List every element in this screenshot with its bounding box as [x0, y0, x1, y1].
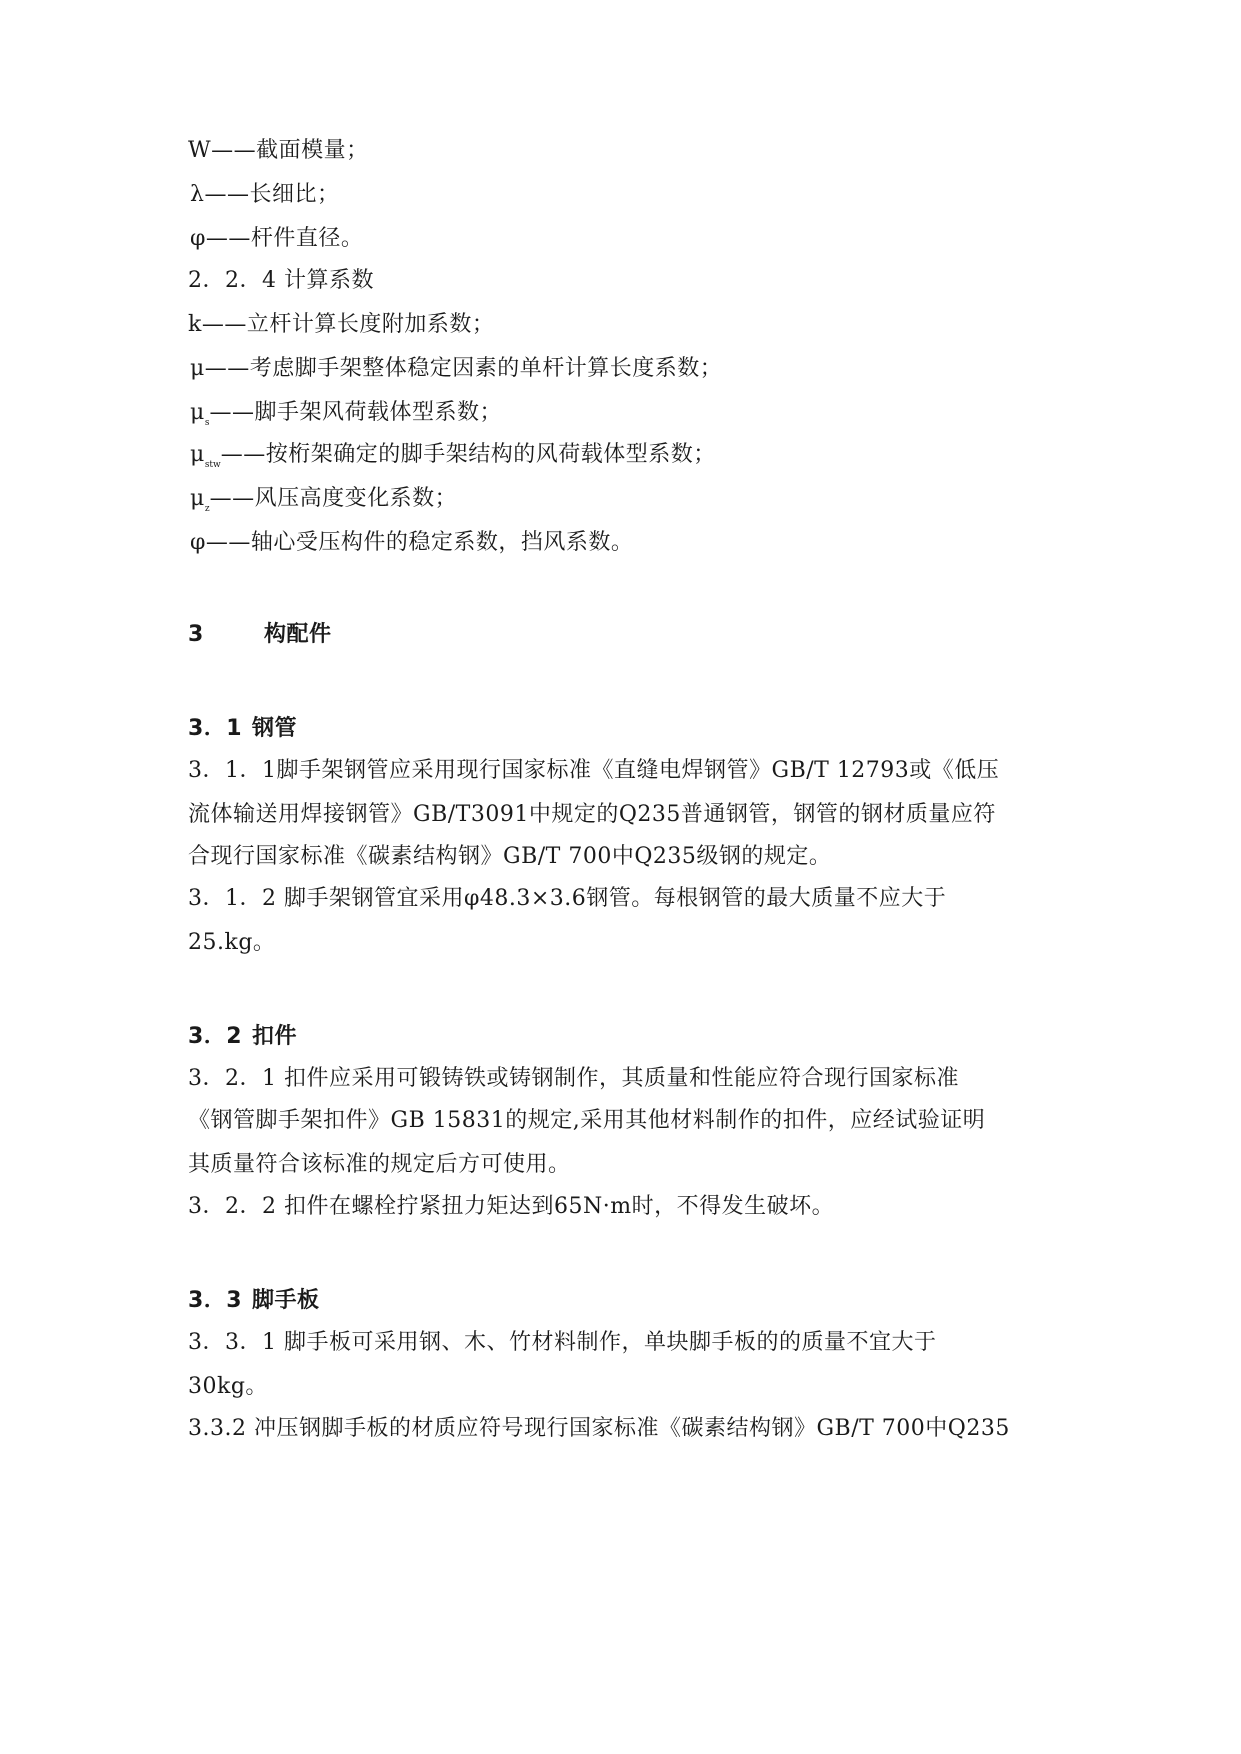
section-3-2-number: 3．2: [188, 1024, 243, 1049]
symbol-phi-definition: φ——轴心受压构件的稳定系数，挡风系数。: [190, 530, 634, 555]
section-3-1-title: 钢管: [252, 716, 298, 741]
mu-s-symbol: μ: [190, 400, 205, 425]
paragraph-line: 流体输送用焊接钢管》GB/T3091中规定的Q235普通钢管，钢管的钢材质量应符: [188, 802, 996, 827]
section-3-3-number: 3．3: [188, 1288, 243, 1313]
section-3-1-heading: [188, 714, 297, 744]
paragraph-line: 3．3．1 脚手板可采用钢、木、竹材料制作，单块脚手板的的质量不宜大于: [188, 1330, 937, 1355]
symbol-mu-definition: μ——考虑脚手架整体稳定因素的单杆计算长度系数；: [190, 356, 723, 381]
symbol-phi-diameter-definition: φ——杆件直径。: [190, 226, 364, 251]
paragraph-line: 其质量符合该标准的规定后方可使用。: [188, 1152, 571, 1177]
mu-s-subscript: s: [204, 418, 210, 428]
symbol-mu-s-definition: [190, 398, 502, 438]
section-2-2-4-title: 2．2．4 计算系数: [188, 268, 374, 293]
chapter-3-heading: [188, 620, 332, 650]
paragraph-line: 3．1．2 脚手架钢管宜采用φ48.3×3.6钢管。每根钢管的最大质量不应大于: [188, 886, 947, 911]
paragraph-line: 30kg。: [188, 1374, 268, 1399]
paragraph-line: 3．2．2 扣件在螺栓拧紧扭力矩达到65N·m时，不得发生破坏。: [188, 1194, 835, 1219]
paragraph-line: 3.3.2 冲压钢脚手板的材质应符号现行国家标准《碳素结构钢》GB/T 700中Q235: [188, 1416, 1010, 1441]
symbol-mu-z-definition: [190, 484, 457, 524]
paragraph-line: 3．2．1 扣件应采用可锻铸铁或铸钢制作，其质量和性能应符合现行国家标准: [188, 1066, 959, 1091]
paragraph-line: 《钢管脚手架扣件》GB 15831的规定,采用其他材料制作的扣件，应经试验证明: [188, 1108, 986, 1133]
paragraph-line: 合现行国家标准《碳素结构钢》GB/T 700中Q235级钢的规定。: [188, 844, 832, 869]
mu-stw-symbol: μ: [190, 442, 205, 467]
section-3-2-title: 扣件: [252, 1024, 298, 1049]
chapter-3-number: 3: [188, 622, 204, 647]
section-3-2-heading: [188, 1022, 297, 1052]
chapter-3-title: 构配件: [264, 622, 332, 647]
symbol-w-definition: W——截面模量；: [188, 138, 369, 163]
section-3-3-heading: [188, 1286, 320, 1316]
symbol-lambda-definition: λ——长细比；: [190, 182, 340, 207]
section-3-3-title: 脚手板: [252, 1288, 320, 1313]
mu-z-symbol: μ: [190, 486, 205, 511]
mu-z-subscript: z: [204, 504, 210, 514]
symbol-mu-stw-definition: [190, 440, 716, 480]
mu-z-text: ——风压高度变化系数；: [209, 486, 458, 511]
mu-stw-subscript: stw: [204, 460, 221, 470]
section-3-1-number: 3．1: [188, 716, 243, 741]
mu-stw-text: ——按桁架确定的脚手架结构的风荷载体型系数；: [220, 442, 716, 467]
paragraph-line: 3．1．1脚手架钢管应采用现行国家标准《直缝电焊钢管》GB/T 12793或《低压: [188, 758, 1000, 783]
symbol-k-definition: k——立杆计算长度附加系数；: [188, 312, 495, 337]
paragraph-line: 25.kg。: [188, 930, 276, 955]
mu-s-text: ——脚手架风荷载体型系数；: [209, 400, 502, 425]
